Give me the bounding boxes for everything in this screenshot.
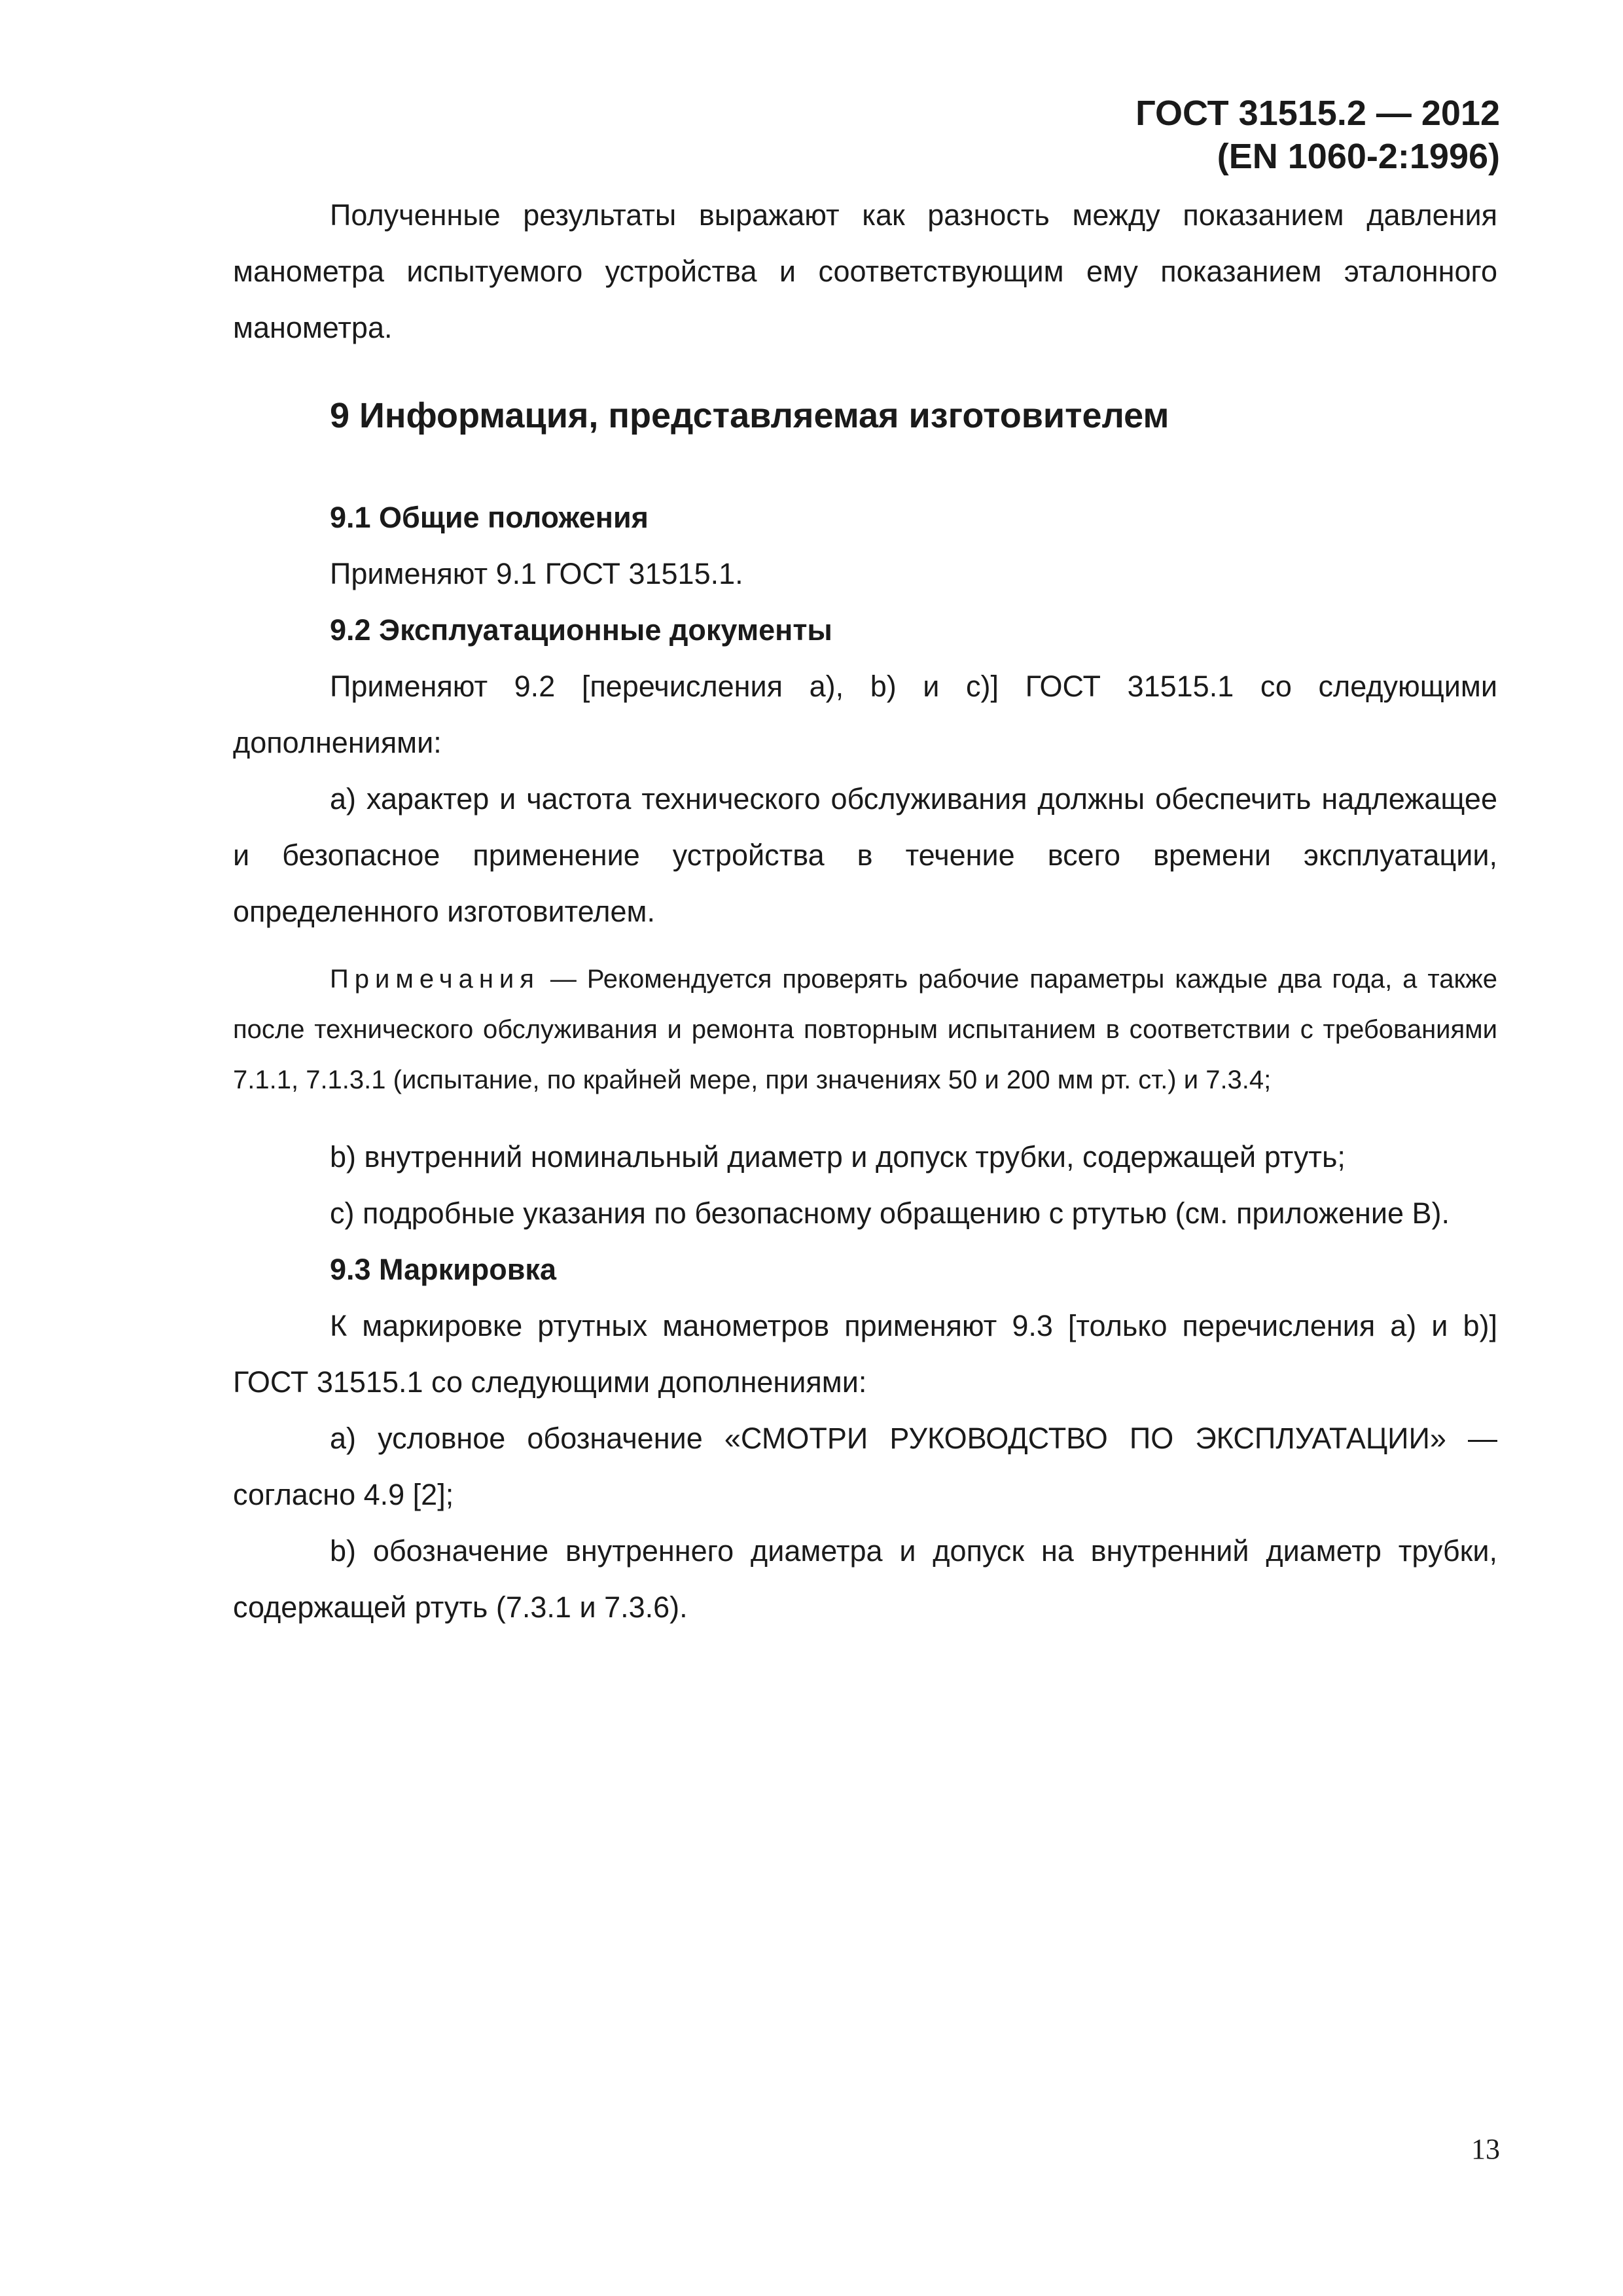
subsection-9-3-intro: К маркировке ртутных манометров применяют 9.3 [только перечисления а) и b)] ГОСТ 31515.1 со следующими дополнениями: [233,1309,1497,1399]
section-9-heading: 9 Информация, представляемая изготовителем [330,396,1169,435]
standard-equivalent: (EN 1060-2:1996) [1217,137,1500,176]
subsection-9-2-heading: 9.2 Эксплуатационные документы [330,613,832,647]
document-body [233,187,1497,1636]
note-paragraph [233,954,1497,1105]
paragraph-results: Полученные результаты выражают как разность между показанием давления манометра испытуемого устройства и соответствующим ему показанием эталонного манометра. [233,198,1497,344]
list-item-9-2-c: c) подробные указания по безопасному обращению с ртутью (см. приложение В). [330,1196,1450,1230]
standard-designation [1135,92,1500,178]
subsection-9-1-text: Применяют 9.1 ГОСТ 31515.1. [330,557,743,590]
subsection-9-1-heading: 9.1 Общие положения [330,501,649,534]
list-item-9-3-a: а) условное обозначение «СМОТРИ РУКОВОДСТВО ПО ЭКСПЛУАТАЦИИ» — согласно 4.9 [2]; [233,1422,1497,1511]
list-item-9-3-b: b) обозначение внутреннего диаметра и допуск на внутренний диаметр трубки, содержащей ртуть (7.3.1 и 7.3.6). [233,1534,1497,1624]
list-item-9-2-a: a) характер и частота технического обслуживания должны обеспечить надлежащее и безопасное применение устройства в течение всего времени эксплуатации, определенного изготовителем. [233,782,1497,928]
note-label: Примечания [330,965,540,994]
standard-number: ГОСТ 31515.2 — 2012 [1135,94,1500,133]
list-item-9-2-b: b) внутренний номинальный диаметр и допуск трубки, содержащей ртуть; [330,1140,1346,1174]
note-text: — Рекомендуется проверять рабочие параметры каждые два года, а также после технического обслуживания и ремонта повторным испытанием в соответствии с требованиями 7.1.1, 7.1.3.1 (испытание, по крайней мере, при значениях 50 и 200 мм рт. ст.) и 7.3.4; [233,965,1497,1094]
subsection-9-3-heading: 9.3 Маркировка [330,1253,556,1286]
page-number: 13 [1471,2133,1500,2165]
subsection-9-2-intro: Применяют 9.2 [перечисления а), b) и с)] ГОСТ 31515.1 со следующими дополнениями: [233,670,1497,759]
